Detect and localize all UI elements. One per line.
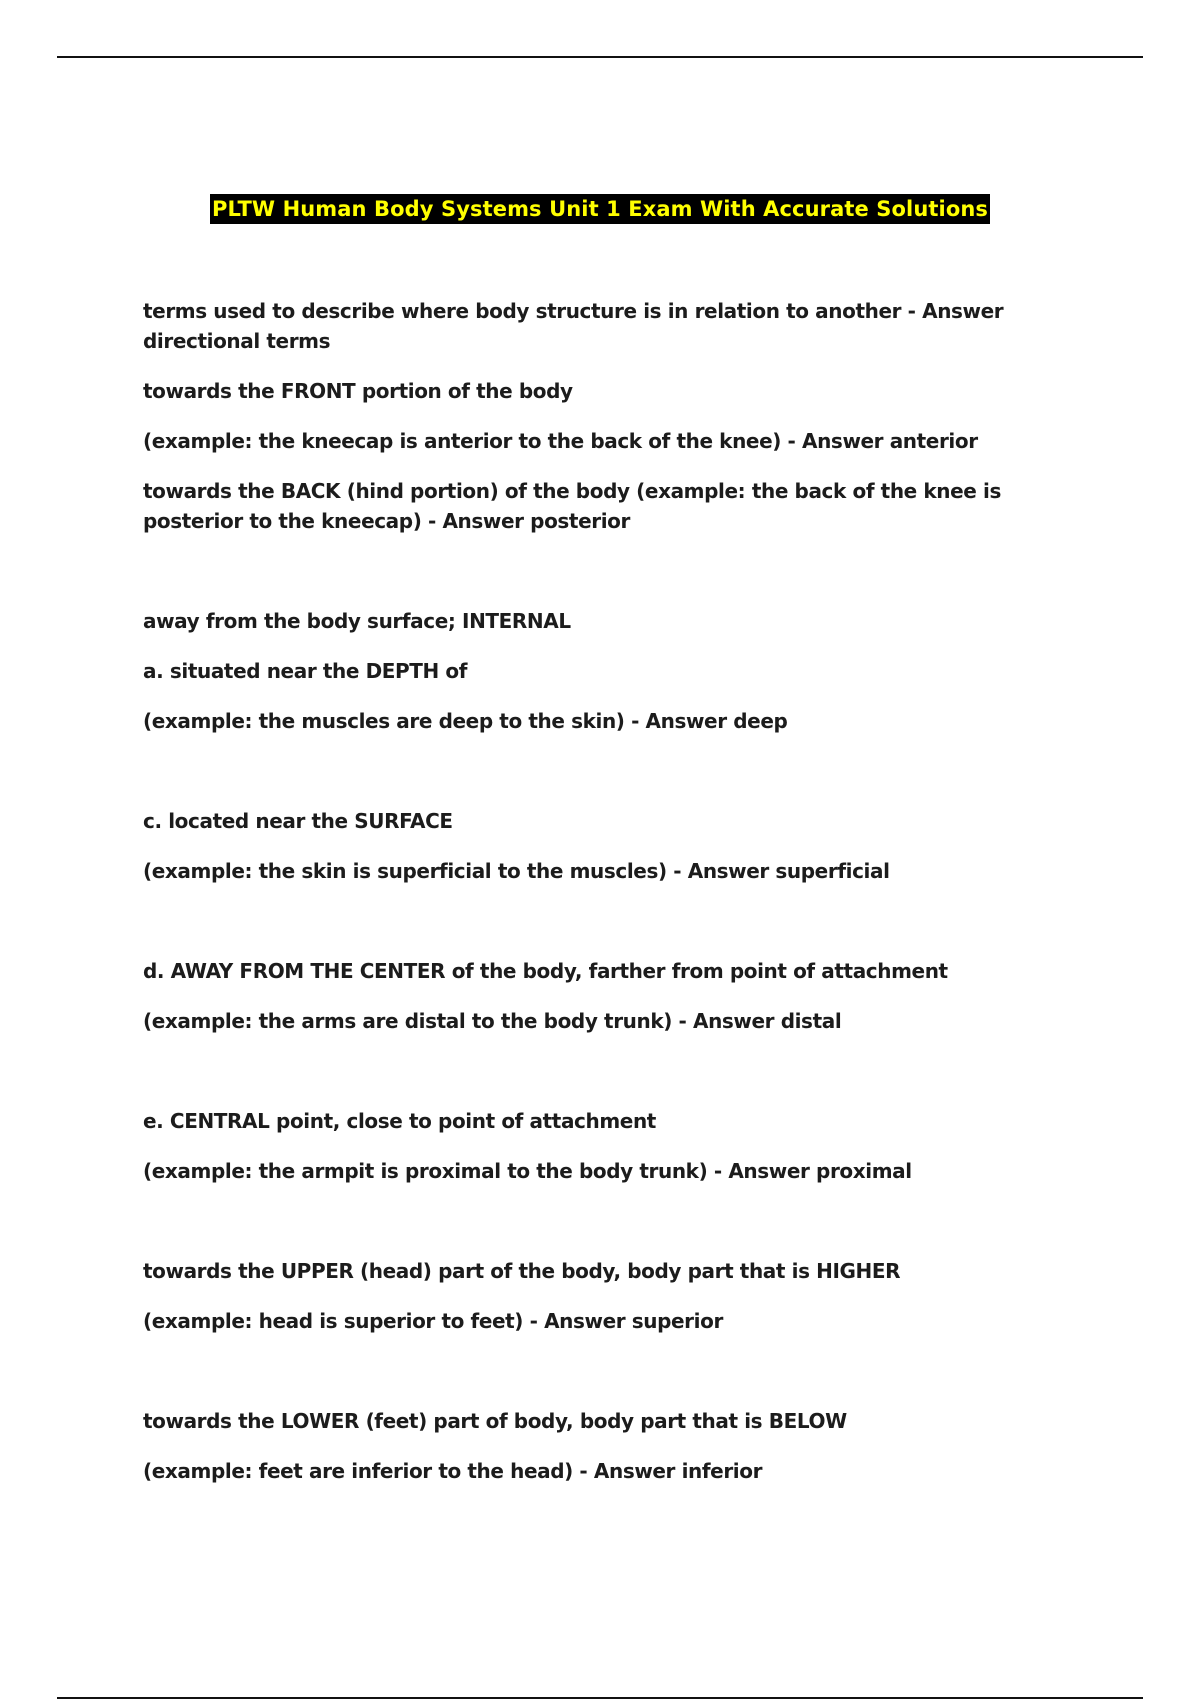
- term-definition-line: (example: head is superior to feet) - Answer superior: [143, 1309, 723, 1333]
- term-definition-line: terms used to describe where body structure is in relation to another - Answer directional terms: [143, 299, 1004, 353]
- bottom-rule: [57, 1697, 1143, 1699]
- document-title: PLTW Human Body Systems Unit 1 Exam With Accurate Solutions: [210, 194, 990, 224]
- term-definition-line: c. located near the SURFACE: [143, 809, 453, 833]
- term-definition-line: (example: the skin is superficial to the muscles) - Answer superficial: [143, 859, 890, 883]
- top-rule: [57, 56, 1143, 58]
- term-definition-line: e. CENTRAL point, close to point of attachment: [143, 1109, 656, 1133]
- term-definition-line: towards the BACK (hind portion) of the body (example: the back of the knee is posterior to the kneecap) - Answer posterior: [143, 479, 1001, 533]
- term-definition-line: (example: the arms are distal to the body trunk) - Answer distal: [143, 1009, 842, 1033]
- term-definition-line: (example: the muscles are deep to the skin) - Answer deep: [143, 709, 788, 733]
- document-body: [143, 296, 1093, 1506]
- term-definition-line: towards the UPPER (head) part of the body, body part that is HIGHER: [143, 1259, 901, 1283]
- term-definition-line: (example: the kneecap is anterior to the back of the knee) - Answer anterior: [143, 429, 978, 453]
- term-definition-line: (example: feet are inferior to the head) - Answer inferior: [143, 1459, 763, 1483]
- term-definition-line: d. AWAY FROM THE CENTER of the body, farther from point of attachment: [143, 959, 948, 983]
- term-definition-line: away from the body surface; INTERNAL: [143, 609, 571, 633]
- term-definition-line: a. situated near the DEPTH of: [143, 659, 468, 683]
- term-definition-line: towards the LOWER (feet) part of body, body part that is BELOW: [143, 1409, 847, 1433]
- term-definition-line: towards the FRONT portion of the body: [143, 379, 573, 403]
- term-definition-line: (example: the armpit is proximal to the body trunk) - Answer proximal: [143, 1159, 912, 1183]
- title-container: [0, 194, 1200, 224]
